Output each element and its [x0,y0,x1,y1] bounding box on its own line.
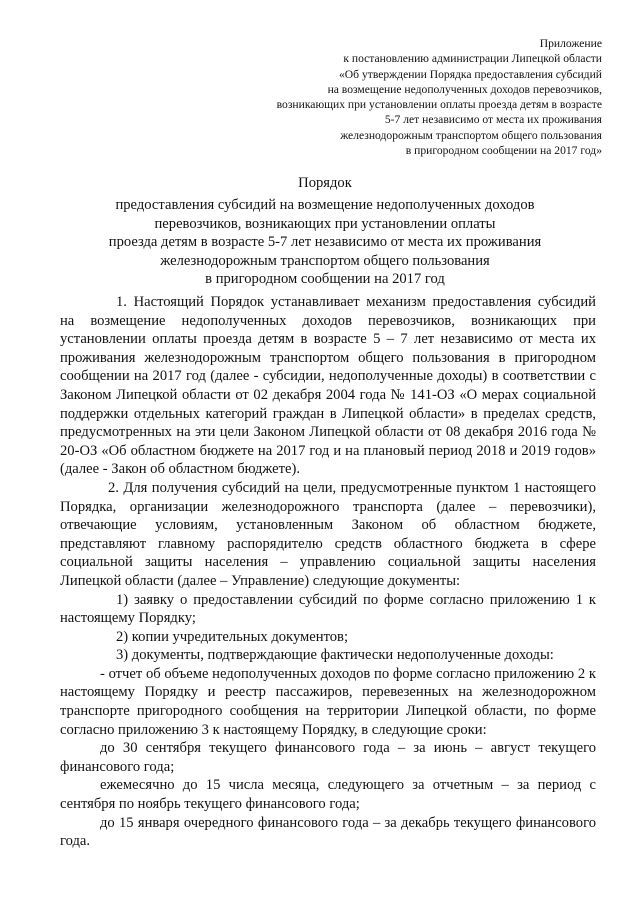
title-heading: Порядок [298,175,352,191]
paragraph-deadline-1: до 30 сентября текущего финансового года – за июнь – август текущего финансового года; [60,740,596,775]
title-line: проезда детям в возрасте 5-7 лет независимо от места их проживания [108,234,542,251]
annex-line: железнодорожным транспортом общего пользования [340,128,602,142]
title-line: железнодорожным транспортом общего пользования [160,252,490,269]
document-title [60,174,590,288]
title-line: в пригородном сообщении на 2017 год [205,271,445,288]
title-line: перевозчиков, возникающих при установлении оплаты [154,215,496,232]
paragraph-item-3: 3) документы, подтверждающие фактически недополученные доходы: [116,647,554,664]
annex-line: возникающих при установлении оплаты проезда детям в возрасте [276,98,602,112]
annex-line: на возмещение недополученных доходов перевозчиков, [327,82,602,96]
annex-line: к постановлению администрации Липецкой области [343,52,602,66]
paragraph-2: 2. Для получения субсидий на цели, предусмотренные пунктом 1 настоящего Порядка, организации железнодорожного транспорта (далее – перевозчики), отвечающие условиям, установленным Законом об областном бюджете, представляют главному распорядителю средств областного бюджета в сфере социальной защиты населения – управлению социальной защиты населения Липецкой области (далее – Управление) следующие документы: [60,479,596,589]
annex-header [182,36,602,158]
annex-line: 5-7 лет независимо от места их проживания [384,113,602,127]
annex-line: Приложение [539,37,602,50]
paragraph-item-1: 1) заявку о предоставлении субсидий по форме согласно приложению 1 к настоящему Порядку; [60,591,596,627]
annex-line: «Об утверждении Порядка предоставления субсидий [338,67,602,81]
paragraph-1: 1. Настоящий Порядок устанавливает механизм предоставления субсидий на возмещение недополученных доходов перевозчиков, возникающих при установлении оплаты проезда детям в возрасте 5 – 7 лет независимо от места их проживания железнодорожным транспортом общего пользования в пригородном сообщении на 2017 год (далее - субсидии, недополученные доходы) в соответствии с Законом Липецкой области от 02 декабря 2004 года № 141-ОЗ «О мерах социальной поддержки отдельных категорий граждан в Липецкой области» в пределах средств, предусмотренных на эти цели Законом Липецкой области от 08 декабря 2016 года № 20-ОЗ «Об областном бюджете на 2017 год и на плановый период 2018 и 2019 годов» (далее - Закон об областном бюджете). [60,294,596,478]
document-body [60,293,596,851]
paragraph-deadline-2: ежемесячно до 15 числа месяца, следующего за отчетным – за период с сентября по ноябрь текущего финансового года; [60,777,596,813]
paragraph-report: - отчет об объеме недополученных доходов по форме согласно приложению 2 к настоящему Порядку и реестр пассажиров, перевезенных на железнодорожном транспорте пригородного сообщения на территории Липецкой области, по форме согласно приложению 3 к настоящему Порядку, в следующие сроки: [60,665,596,738]
paragraph-item-2: 2) копии учредительных документов; [116,628,348,645]
paragraph-deadline-3: до 15 января очередного финансового года – за декабрь текущего финансового года. [60,814,596,850]
annex-line: в пригородном сообщении на 2017 год» [405,144,602,158]
title-line: предоставления субсидий на возмещение недополученных доходов [115,197,535,214]
